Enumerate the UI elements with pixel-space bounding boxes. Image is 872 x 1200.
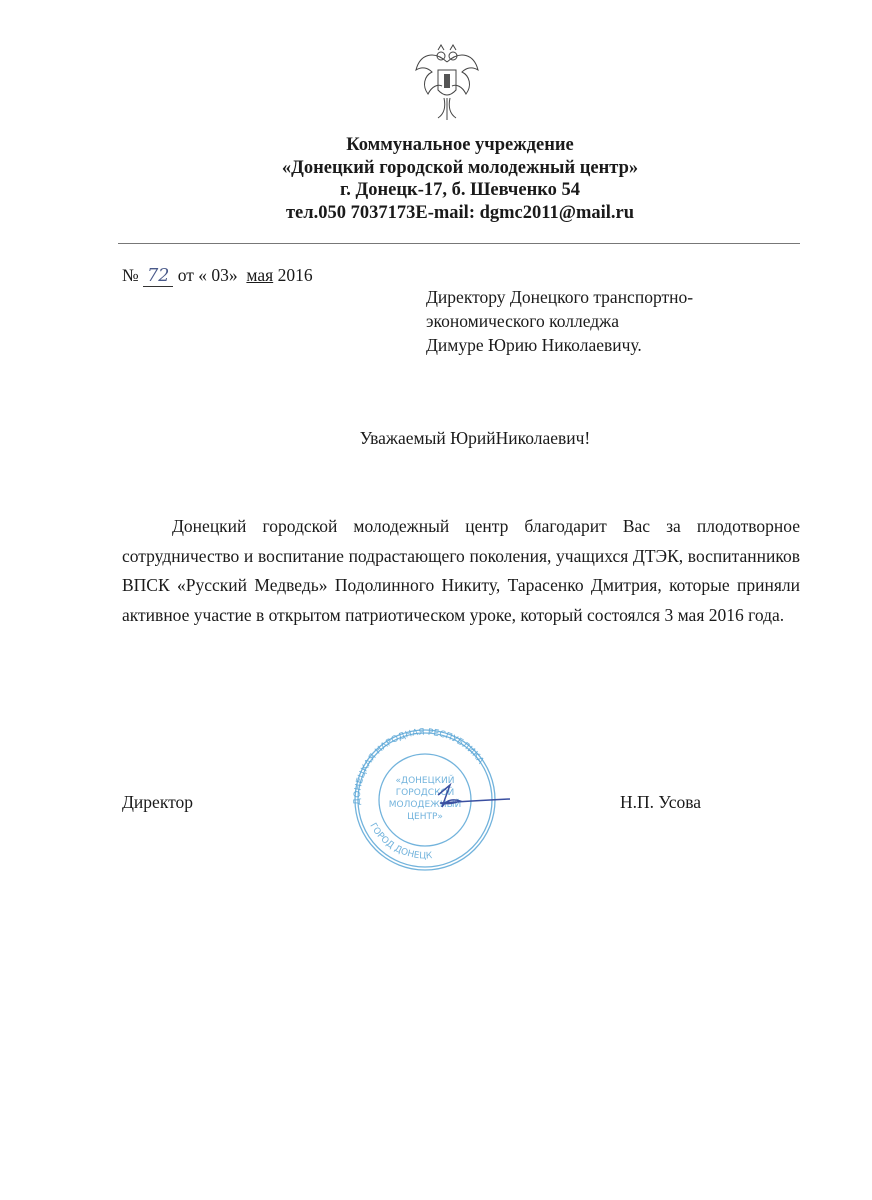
svg-text:ЦЕНТР»: ЦЕНТР» [407,812,443,822]
svg-text:«ДОНЕЦКИЙ: «ДОНЕЦКИЙ [395,776,455,786]
handwritten-number: 72 [143,266,173,287]
stamp-bottom-text: ГОРОД ДОНЕЦК [367,821,433,862]
addressee-line: экономического колледжа [426,311,619,331]
organization-name: «Донецкий городской молодежный центр» [281,157,639,178]
organization-type: Коммунальное учреждение [346,135,574,155]
signatory-role: Директор [122,792,194,812]
number-sign: № [122,265,139,285]
greeting: Уважаемый ЮрийНиколаевич! [359,428,591,448]
date-day: от « 03» [177,265,238,285]
letter-body: Донецкий городской молодежный центр благодарит Вас за плодотворное сотрудничество и воспитание подрастающего поколения, учащихся ДТЭК, воспитанников ВПСК «Русский Медведь» Подолинного Никиту, Тарасенко Дмитрия, которые приняли активное участие в открытом патриотическом уроке, который состоялся 3 мая 2016 года. [122,516,800,625]
stamp-outer-text: ДОНЕЦКАЯ НАРОДНАЯ РЕСПУБЛИКА [352,727,486,806]
signatory-name: Н.П. Усова [620,792,702,812]
svg-text:МОЛОДЕЖНЫЙ: МОЛОДЕЖНЫЙ [388,800,462,810]
organization-address: г. Донецк-17, б. Шевченко 54 [339,180,581,200]
svg-text:ГОРОД ДОНЕЦК [367,822,433,862]
header-divider [118,243,800,244]
official-stamp [340,725,510,875]
date-year: 2016 [277,265,313,285]
date-month: мая [246,265,274,285]
coat-of-arms-emblem [414,42,480,122]
addressee-block [426,285,693,357]
letterhead [0,134,872,224]
svg-text:ГОРОДСКОЙ: ГОРОДСКОЙ [395,788,455,798]
organization-contacts: тел.050 7037173E-mail: dgmc2011@mail.ru [285,202,635,223]
addressee-line: Директору Донецкого транспортно- [426,287,694,307]
document-reference [122,265,313,286]
addressee-line: Димуре Юрию Николаевичу. [426,335,642,355]
